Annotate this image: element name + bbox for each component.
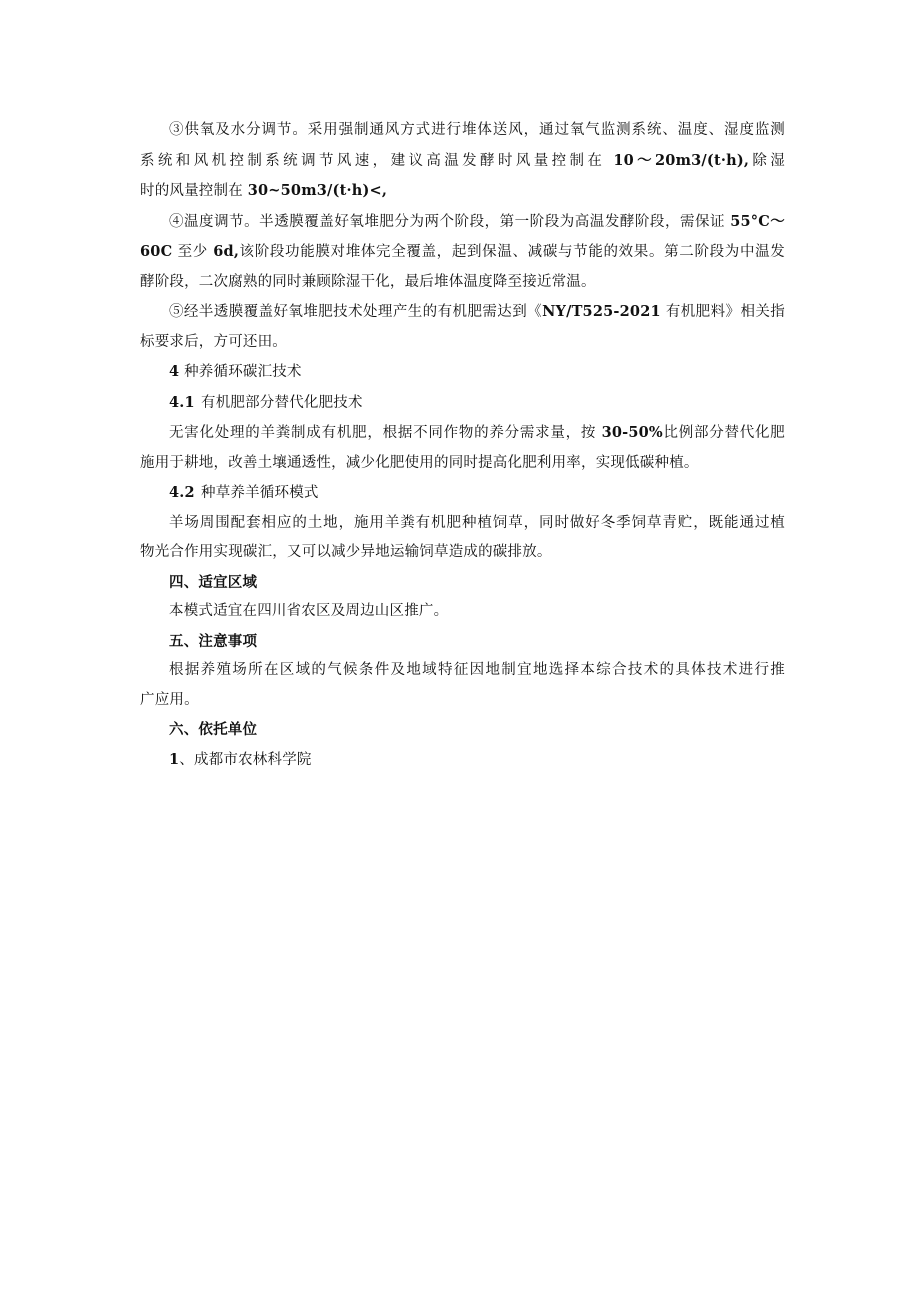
oxygen-para-text: ③供氧及水分调节。采用强制通风方式进行堆体送风，通过氧气监测系统、温度、湿度监测	[169, 122, 785, 138]
standard-para-text: 有机肥料》相关指	[660, 304, 785, 320]
temp-range-end: 60C	[140, 243, 173, 260]
standard-para-text: ⑤经半透膜覆盖好氧堆肥技术处理产生的有机肥需达到《	[169, 304, 543, 320]
section-number: 4	[169, 363, 180, 380]
section-title: 种养循环碳汇技术	[179, 364, 302, 380]
oxygen-para-line-1	[140, 116, 785, 146]
region-text: 本模式适宜在四川省农区及周边山区推广。	[169, 603, 449, 619]
standard-para-line-1	[140, 297, 785, 328]
oxygen-para-text: 除湿	[749, 152, 785, 169]
section-4-2-line-2	[140, 538, 785, 568]
temp-para-line-3	[140, 268, 785, 298]
section-title: 种草养羊循环模式	[201, 485, 319, 501]
temp-para-text: 至少	[172, 244, 214, 260]
document-page	[140, 116, 785, 775]
unit-name: 、成都市农林科学院	[179, 751, 312, 768]
standard-para-line-2	[140, 328, 785, 358]
notes-heading: 五、注意事项	[169, 632, 258, 650]
section-text: 羊场周围配套相应的土地，施用羊粪有机肥种植饲草，同时做好冬季饲草青贮，既能通过植	[169, 514, 785, 531]
temp-para-line-1	[140, 207, 785, 238]
oxygen-para-line-2	[140, 146, 785, 177]
section-text: 比例部分替代化肥	[662, 425, 785, 441]
section-4-1-line-1	[140, 418, 785, 449]
temp-para-line-2	[140, 237, 785, 268]
temp-para-text: ④温度调节。半透膜覆盖好氧堆肥分为两个阶段，第一阶段为高温发酵阶段，需保证	[169, 213, 731, 230]
section-4-1-heading	[140, 388, 785, 419]
standard-para-text: 标要求后，方可还田。	[140, 333, 287, 350]
units-heading: 六、依托单位	[169, 721, 258, 738]
section-title: 有机肥部分替代化肥技术	[201, 394, 363, 411]
temp-para-text: 该阶段功能膜对堆体完全覆盖，起到保温、减碳与节能的效果。第二阶段为中温发	[239, 244, 785, 260]
list-number: 1	[169, 750, 180, 768]
section-4-heading	[140, 357, 785, 388]
oxygen-para-line-3	[140, 176, 785, 207]
region-heading: 四、适宜区域	[169, 573, 258, 591]
section-4-1-line-2	[140, 449, 785, 479]
substitution-ratio: 30-50%	[601, 424, 663, 441]
temp-para-text: 酵阶段，二次腐熟的同时兼顾除湿干化，最后堆体温度降至接近常温。	[140, 273, 596, 290]
airflow-dehumidify-value: 30~50m3/(t·h)<,	[247, 182, 388, 199]
section-text: 无害化处理的羊粪制成有机肥，根据不同作物的养分需求量，按	[169, 425, 602, 441]
airflow-high-temp-value: 10～20m3/(t·h),	[613, 151, 750, 169]
section-number: 4.2	[169, 484, 195, 501]
oxygen-para-text: 系统和风机控制系统调节风速，建议高温发酵时风量控制在	[140, 152, 614, 169]
section-text: 物光合作用实现碳汇，又可以减少异地运输饲草造成的碳排放。	[140, 544, 552, 560]
temp-range-start: 55°C～	[730, 212, 786, 230]
duration-value: 6d,	[213, 243, 240, 260]
notes-text: 根据养殖场所在区域的气候条件及地域特征因地制宜地选择本综合技术的具体技术进行推	[169, 662, 785, 678]
standard-code: NY/T525-2021	[542, 303, 661, 320]
section-number: 4.1	[169, 393, 195, 411]
notes-line-1	[140, 656, 785, 686]
section-4-2-heading	[140, 478, 785, 509]
oxygen-para-text: 时的风量控制在	[140, 183, 248, 199]
section-4-2-line-1	[140, 509, 785, 539]
notes-line-2: 广应用。	[140, 691, 199, 708]
section-text: 施用于耕地，改善土壤通透性，减少化肥使用的同时提高化肥利用率，实现低碳种植。	[140, 454, 699, 471]
units-item-1	[140, 745, 785, 776]
